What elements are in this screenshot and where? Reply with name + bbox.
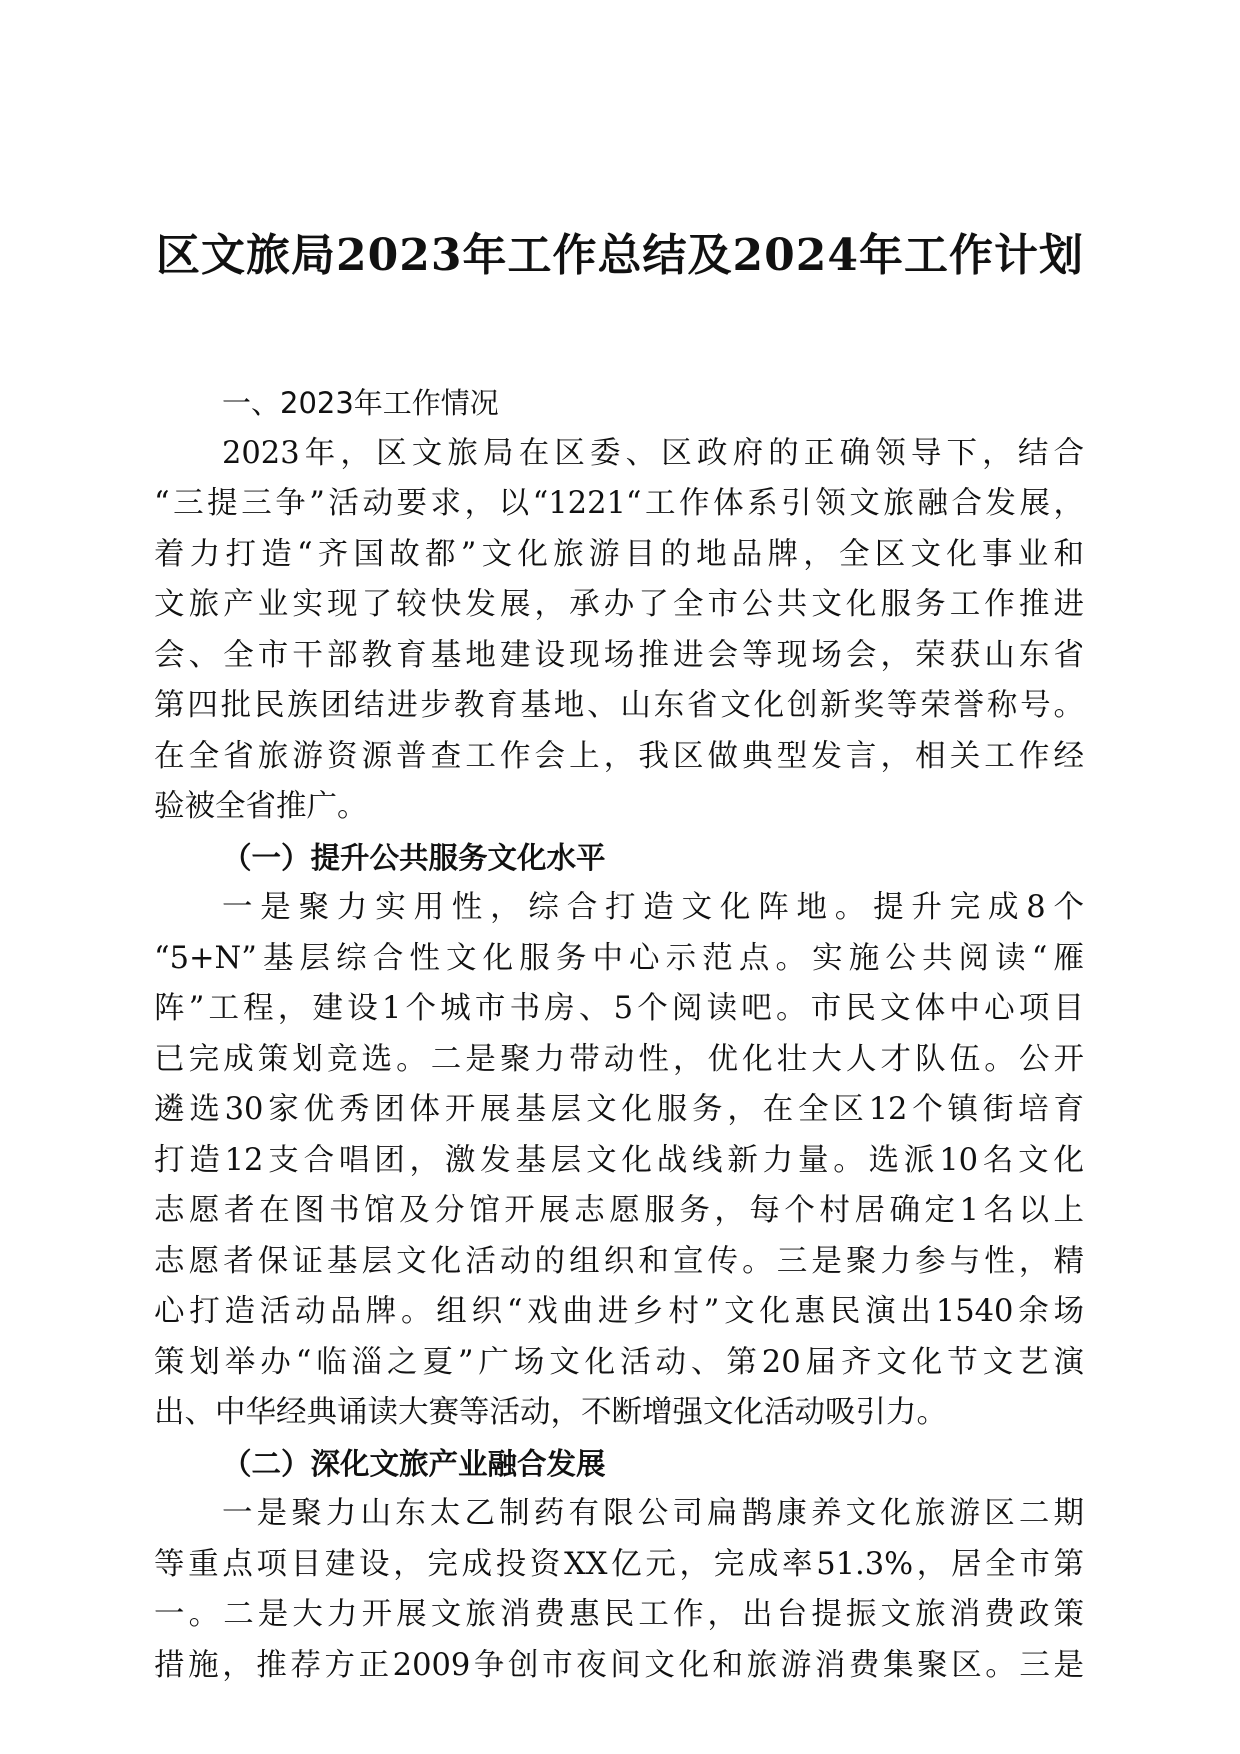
paragraph-line: 已完成策划竞选。二是聚力带动性，优化壮大人才队伍。公开 [154,1041,1084,1077]
paragraph-line: 一。二是大力开展文旅消费惠民工作，出台提振文旅消费政策 [154,1597,1084,1632]
paragraph-line: 等重点项目建设，完成投资XX亿元，完成率51.3%，居全市第 [154,1546,1084,1582]
subsection-heading: （一）提升公共服务文化水平 [222,839,606,875]
paragraph-line: 志愿者保证基层文化活动的组织和宣传。三是聚力参与性，精 [154,1243,1084,1279]
paragraph-line: 第四批民族团结进步教育基地、山东省文化创新奖等荣誉称号。 [154,688,1084,723]
paragraph-line: 措施，推荐方正2009争创市夜间文化和旅游消费集聚区。三是 [154,1647,1084,1683]
paragraph-line: 一是聚力实用性，综合打造文化阵地。提升完成8个 [222,890,1084,925]
paragraph-line: 在全省旅游资源普查工作会上，我区做典型发言，相关工作经 [154,738,1084,774]
section-heading: 一、2023年工作情况 [222,386,499,420]
paragraph-line: 文旅产业实现了较快发展，承办了全市公共文化服务工作推进 [154,587,1084,622]
paragraph-line: 策划举办“临淄之夏”广场文化活动、第20届齐文化节文艺演 [154,1344,1084,1380]
document-title: 区文旅局2023年工作总结及2024年工作计划 [156,230,1084,281]
paragraph-line: 阵”工程，建设1个城市书房、5个阅读吧。市民文体中心项目 [154,991,1084,1026]
paragraph-line: “5+N”基层综合性文化服务中心示范点。实施公共阅读“雁 [154,940,1084,976]
paragraph-line: 心打造活动品牌。组织“戏曲进乡村”文化惠民演出1540余场 [154,1294,1084,1329]
paragraph-line: “三提三争”活动要求，以“1221“工作体系引领文旅融合发展， [154,486,1084,521]
paragraph-line: 一是聚力山东太乙制药有限公司扁鹊康养文化旅游区二期 [222,1496,1084,1531]
paragraph-line: 验被全省推广。 [154,789,368,824]
paragraph-line: 打造12支合唱团，激发基层文化战线新力量。选派10名文化 [154,1142,1084,1178]
paragraph-line: 志愿者在图书馆及分馆开展志愿服务，每个村居确定1名以上 [154,1193,1084,1228]
subsection-heading: （二）深化文旅产业融合发展 [222,1445,606,1481]
document-body [154,378,1084,1691]
paragraph-line: 遴选30家优秀团体开展基层文化服务，在全区12个镇街培育 [154,1092,1084,1127]
paragraph-line: 着力打造“齐国故都”文化旅游目的地品牌，全区文化事业和 [154,536,1084,572]
paragraph-line: 2023年，区文旅局在区委、区政府的正确领导下，结合 [222,435,1084,471]
paragraph-line: 会、全市干部教育基地建设现场推进会等现场会，荣获山东省 [154,637,1084,673]
paragraph-line: 出、中华经典诵读大赛等活动，不断增强文化活动吸引力。 [154,1395,947,1430]
